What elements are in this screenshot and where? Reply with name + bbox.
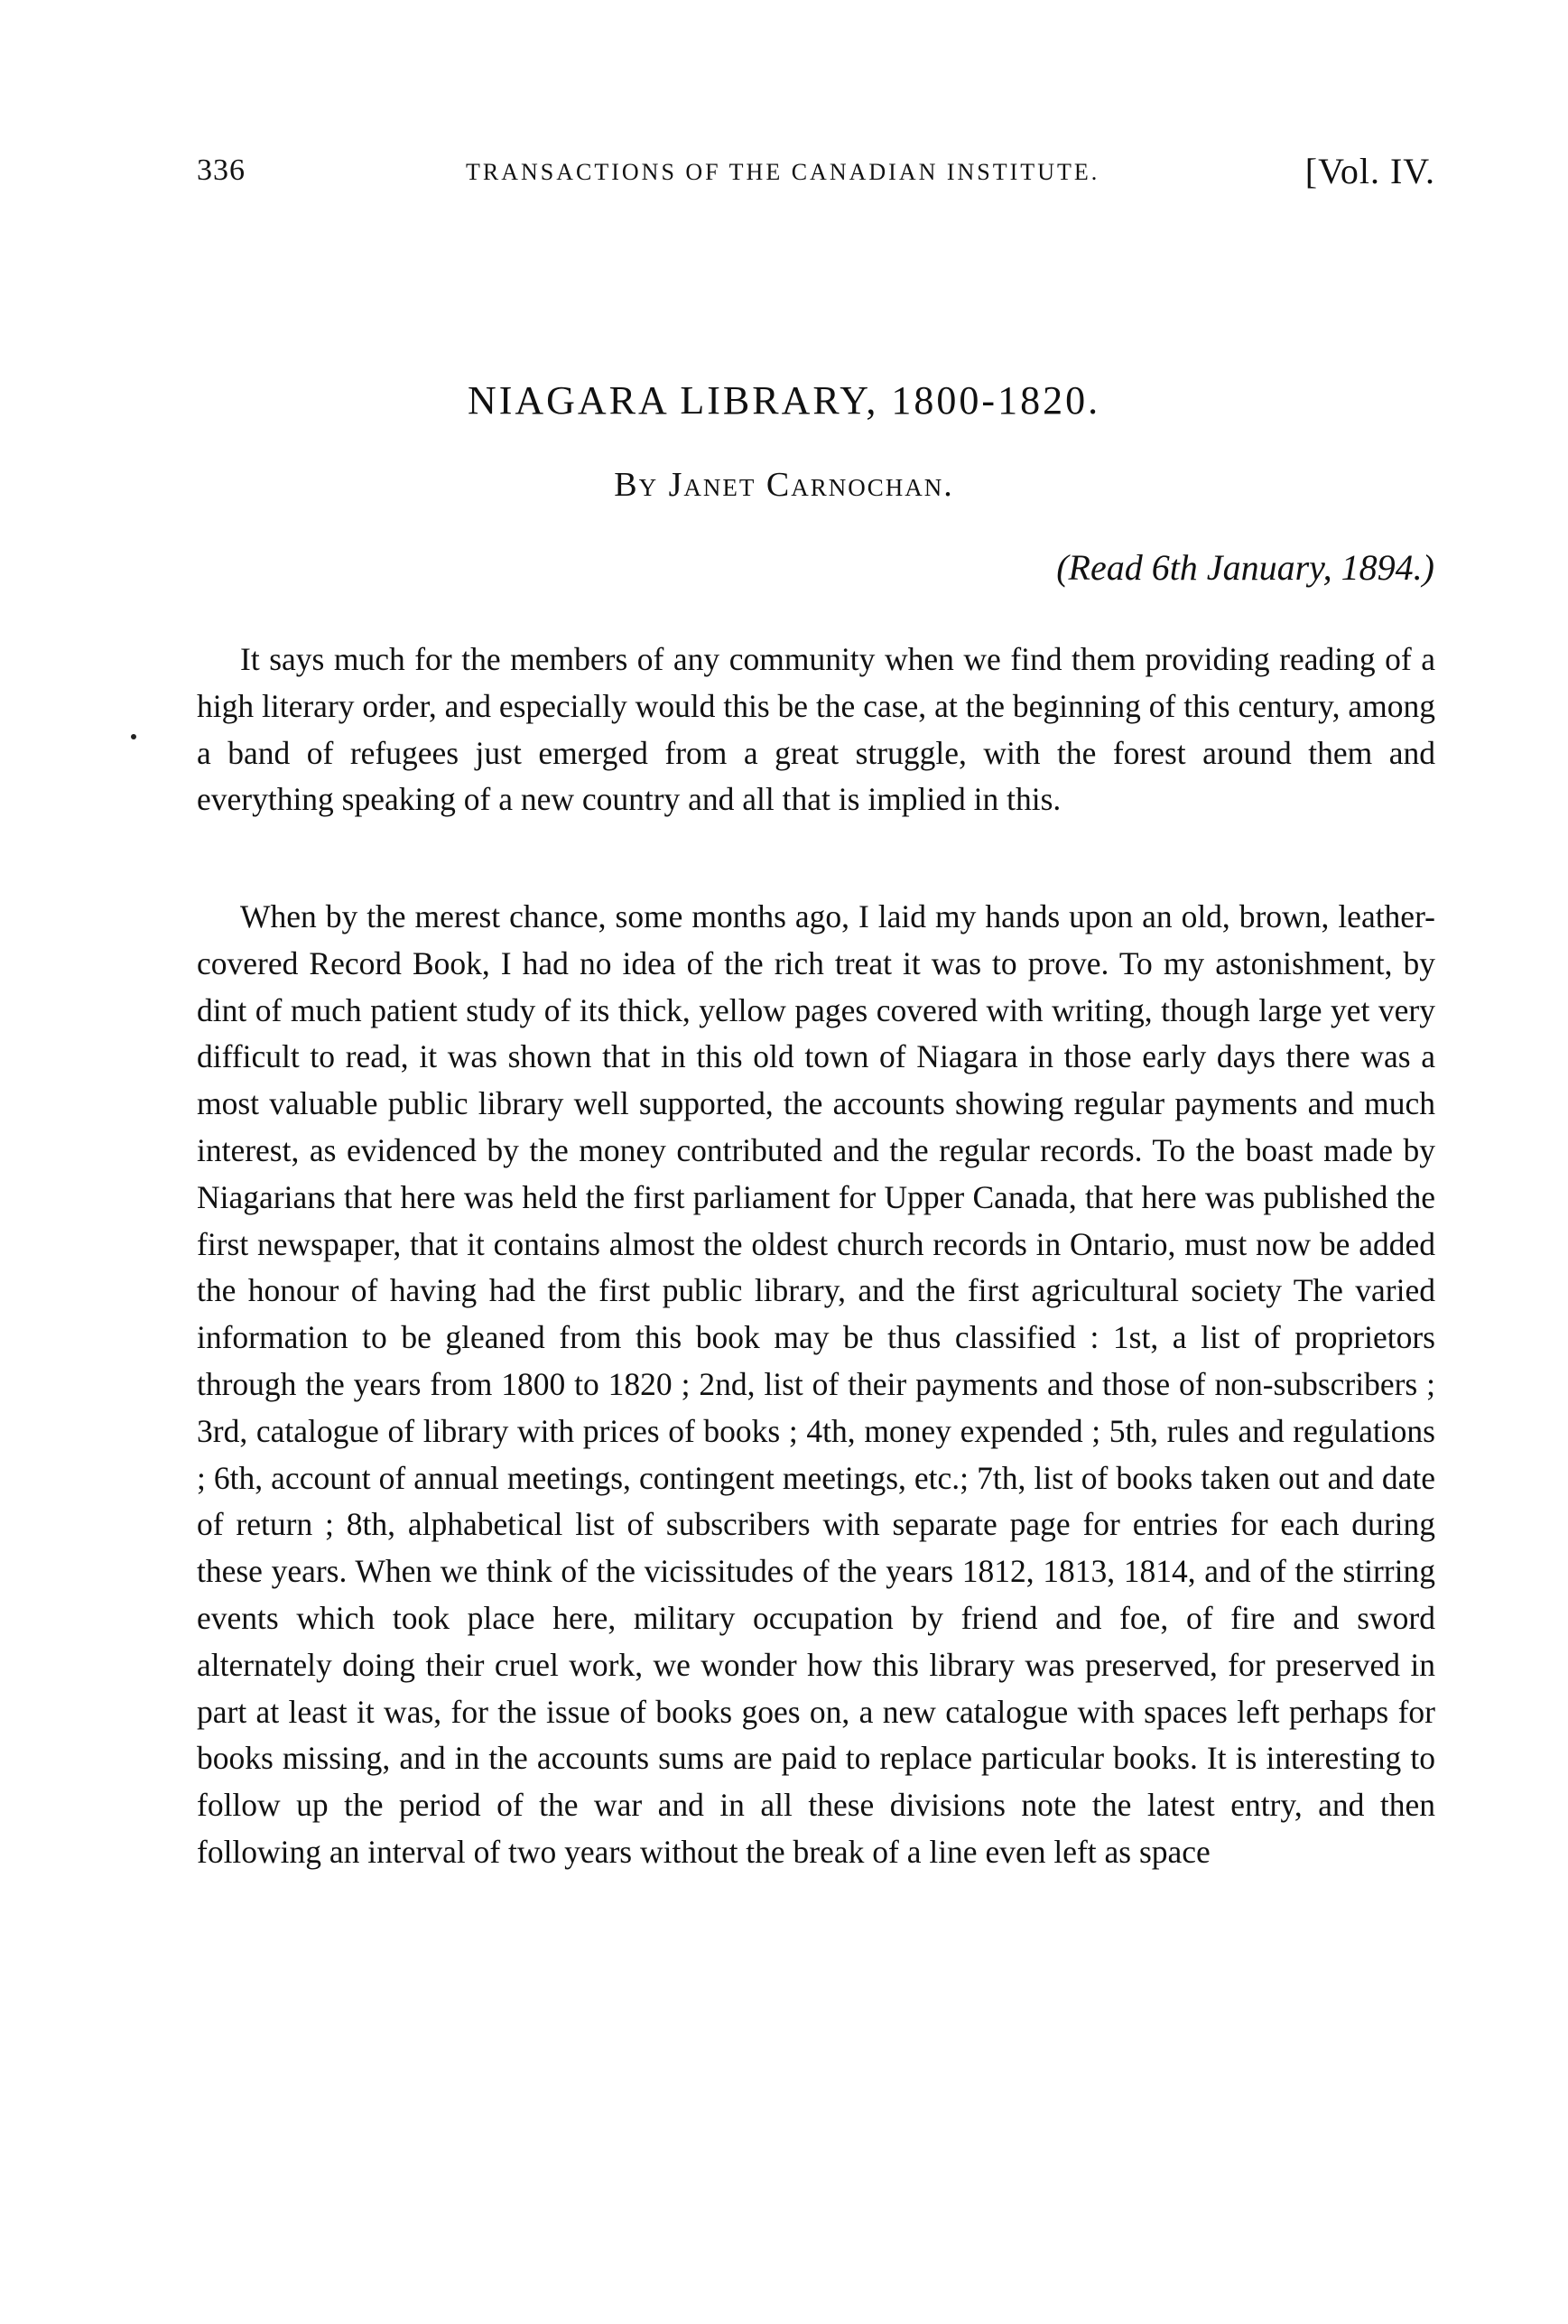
- article-title: NIAGARA LIBRARY, 1800-1820.: [467, 378, 1101, 423]
- margin-mark: [131, 734, 136, 739]
- article-byline: By Janet Carnochan.: [614, 466, 954, 504]
- body-paragraph-2-container: [197, 894, 1435, 1876]
- volume-label: [Vol. IV.: [1304, 151, 1435, 191]
- read-date: (Read 6th January, 1894.): [1056, 547, 1434, 588]
- body-paragraph: When by the merest chance, some months ago, I laid my hands upon an old, brown, leather-covered Record Book, I had no idea of the rich treat it was to prove. To my astonishment, by dint of much patient study of its thick, yellow pages covered with writing, though large yet very difficult to read, it was shown that in this old town of Niagara in those early days there was a most valuable public library well supported, the accounts showing regular payments and much interest, as evidenced by the money contributed and the regular records. To the boast made by Niagarians that here was held the first parliament for Upper Canada, that here was published the first newspaper, that it contains almost the oldest church records in Ontario, must now be added the honour of having had the first public library, and the first agricultural society The varied information to be gleaned from this book may be thus classified : 1st, a list of proprietors through the years from 1800 to 1820 ; 2nd, list of their payments and those of non-subscribers ; 3rd, catalogue of library with prices of books ; 4th, money expended ; 5th, rules and regulations ; 6th, account of annual meetings, contingent meetings, etc.; 7th, list of books taken out and date of return ; 8th, alphabetical list of subscribers with separate page for entries for each during these years. When we think of the vicissitudes of the years 1812, 1813, 1814, and of the stirring events which took place here, military occupation by friend and foe, of fire and sword alternately doing their cruel work, we wonder how this library was preserved, for preserved in part at least it was, for the issue of books goes on, a new catalogue with spaces left perhaps for books missing, and in the accounts sums are paid to replace particular books. It is interesting to follow up the period of the war and in all these divisions note the latest entry, and then following an interval of two years without the break of a line even left as space: [197, 898, 1435, 1870]
- page-header: [197, 153, 1435, 199]
- running-title: TRANSACTIONS OF THE CANADIAN INSTITUTE.: [466, 159, 1100, 185]
- page-number: 336: [197, 153, 246, 187]
- body-paragraph: It says much for the members of any community when we find them providing reading of a high literary order, and especially would this be the case, at the beginning of this century, among a band of refugees just emerged from a great struggle, with the forest around them and everything speaking of a new country and all that is implied in this.: [197, 641, 1435, 818]
- body-paragraph-1-container: [197, 637, 1435, 823]
